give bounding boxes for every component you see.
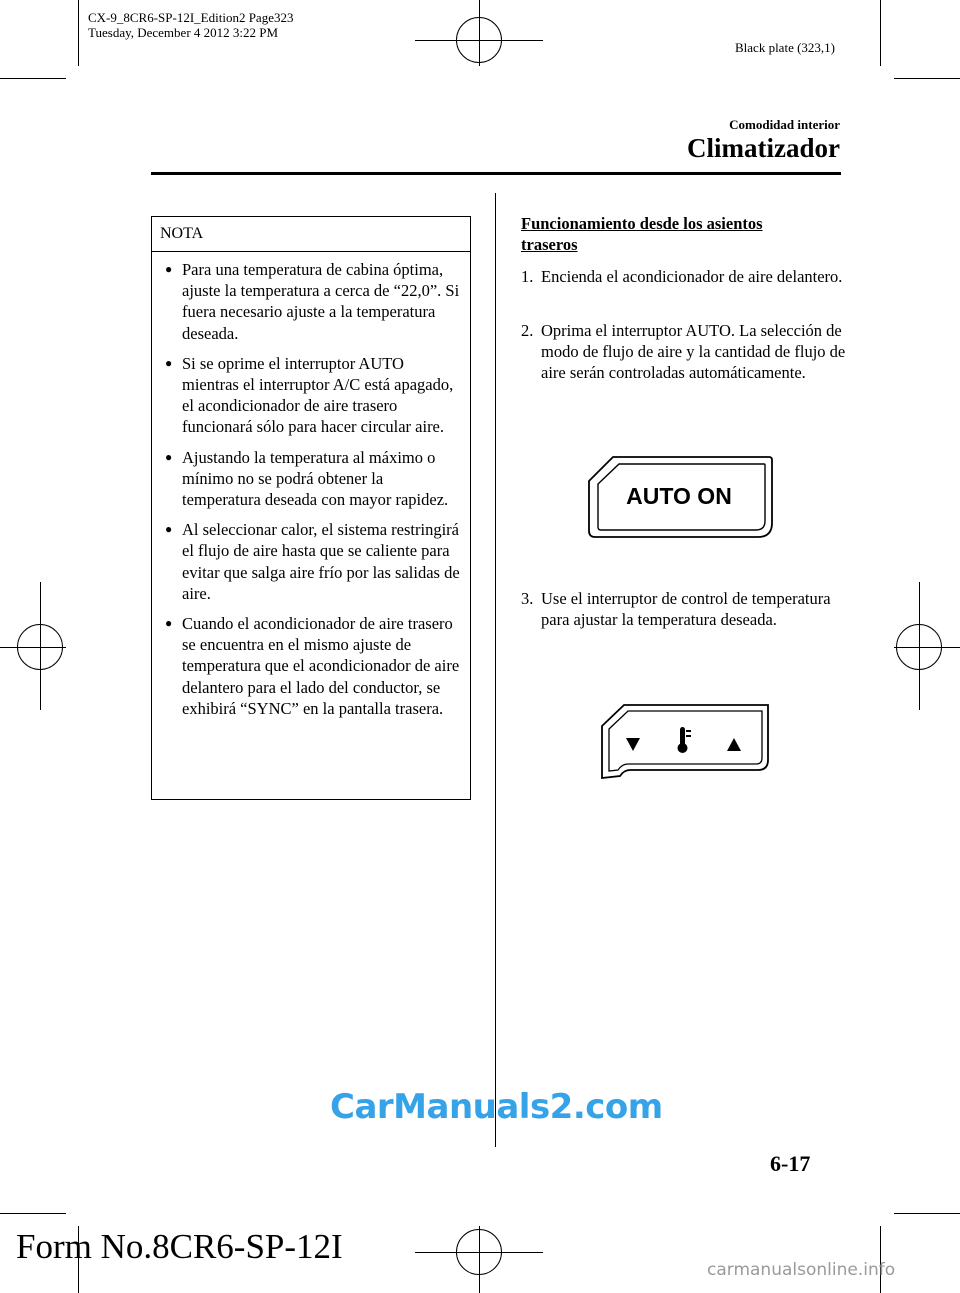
step-2 [521,320,851,384]
header-rule [151,172,841,175]
note-box [151,216,471,800]
step-number: 2. [521,321,534,340]
step-1 [521,266,851,287]
note-item: ● Ajustando la temperatura al máximo o mínimo no se podrá obtener la temperatura deseada con mayor rapidez. [165,447,449,510]
site-watermark: carmanualsonline.info [707,1260,896,1280]
note-item: ● Al seleccionar calor, el sistema restringirá el flujo de aire hasta que se caliente para evitar que salga aire frío por las salidas de aire. [165,520,460,603]
print-header-plate: Black plate (323,1) [735,40,835,55]
crop-mark [894,1213,960,1214]
rear-operation-title: Funcionamiento desde los asientos traseros [521,214,763,255]
auto-on-label: AUTO ON [626,483,732,509]
crop-mark [0,78,66,79]
step-text: Use el interruptor de control de temperatura para ajustar la temperatura deseada. [541,589,831,630]
bullet-icon: ● [165,616,173,631]
note-list [152,252,470,719]
temperature-switch-illustration [598,700,774,782]
crop-mark [894,78,960,79]
registration-circle [17,624,63,670]
registration-circle [456,17,502,63]
auto-on-button-illustration [583,451,775,543]
bullet-icon: ● [165,355,173,370]
column-divider [495,193,496,1147]
watermark: CarManuals2.com [330,1087,663,1127]
step-text: Encienda el acondicionador de aire delantero. [541,267,843,286]
note-heading: NOTA [152,217,470,252]
step-text: Oprima el interruptor AUTO. La selección de modo de flujo de aire y la cantidad de flujo de aire serán controladas automáticamente. [541,321,846,383]
crop-mark [880,0,881,66]
registration-circle [896,624,942,670]
crop-mark [78,0,79,66]
temp-up-arrow-icon [727,738,741,751]
bullet-icon: ● [165,262,173,276]
thermometer-icon [678,727,692,753]
crop-mark [0,1213,66,1214]
bullet-icon: ● [165,522,173,537]
print-header-date: Tuesday, December 4 2012 3:22 PM [88,25,279,40]
bullet-icon: ● [165,449,173,464]
step-3 [521,588,851,630]
temp-down-arrow-icon [626,738,640,751]
footer-form-number: Form No.8CR6-SP-12I [16,1227,343,1266]
step-number: 1. [521,267,534,286]
section-label: Comodidad interior [729,117,840,132]
note-item: ● Si se oprime el interruptor AUTO mientras el interruptor A/C está apagado, el acondicionador de aire trasero funcionará sólo para hacer circular aire. [165,353,454,437]
page-number: 6-17 [770,1151,811,1176]
section-title: Climatizador [687,133,840,163]
step-number: 3. [521,589,534,608]
print-header-file: CX-9_8CR6-SP-12I_Edition2 Page323 [88,10,294,25]
registration-circle [456,1229,502,1275]
note-item: ● Cuando el acondicionador de aire trasero se encuentra en el mismo ajuste de temperatura que el acondicionador de aire delantero para el lado del conductor, se exhibirá “SYNC” en la pantalla trasera. [165,614,460,718]
note-item: ● Para una temperatura de cabina óptima, ajuste la temperatura a cerca de “22,0”. Si fuera necesario ajuste a la temperatura deseada. [165,260,460,343]
